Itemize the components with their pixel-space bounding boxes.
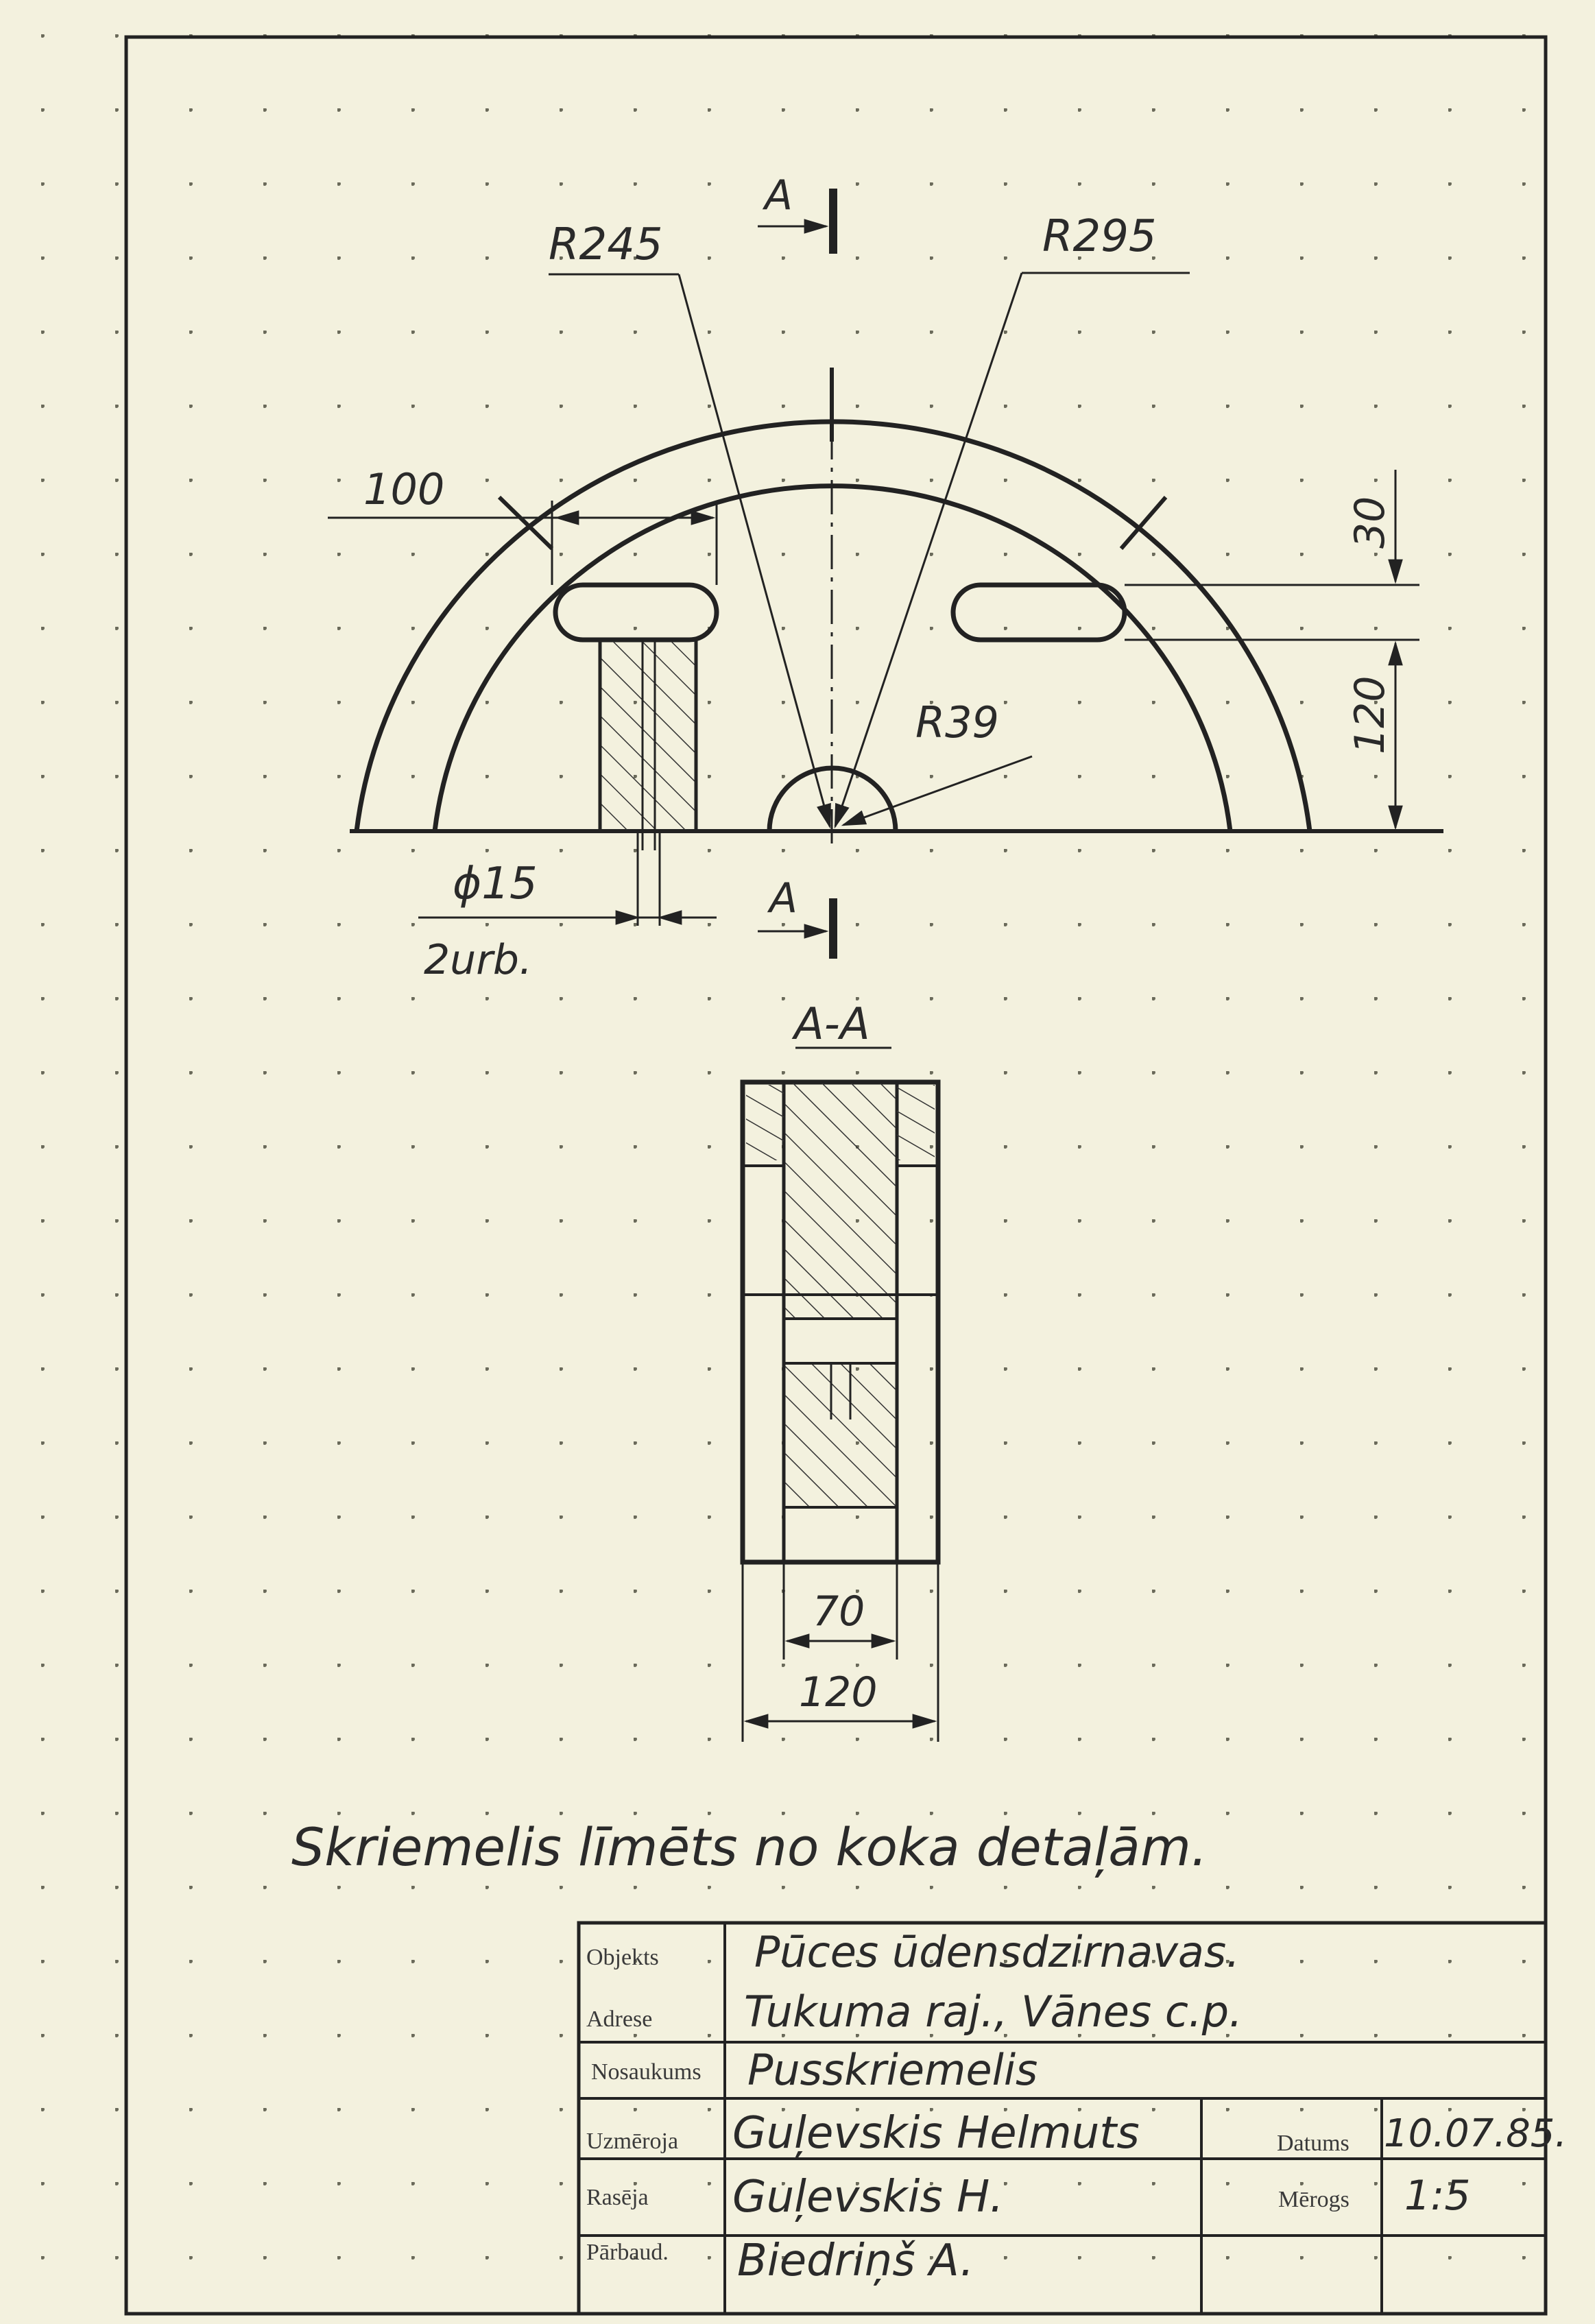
rim-hatch-left bbox=[746, 1085, 784, 1160]
tb-label-nosaukums: Nosaukums bbox=[591, 2059, 701, 2085]
label-r39: R39 bbox=[915, 697, 999, 747]
label-70: 70 bbox=[813, 1588, 865, 1636]
label-section-mark-bottom: A bbox=[769, 874, 798, 922]
tb-value-adrese: Tukuma raj., Vānes c.p. bbox=[744, 1987, 1243, 2037]
rim-hatch-right bbox=[897, 1085, 935, 1160]
tb-value-uzmeroja: Guļevskis Helmuts bbox=[732, 2108, 1140, 2159]
label-120-vertical: 120 bbox=[1346, 675, 1394, 754]
section-title: A-A bbox=[794, 999, 870, 1050]
tb-value-nosaukums: Pusskriemelis bbox=[747, 2045, 1038, 2095]
drawing-caption: Skriemelis līmēts no koka detaļām. bbox=[291, 1817, 1208, 1878]
label-120-section: 120 bbox=[799, 1668, 878, 1716]
tb-label-adrese: Adrese bbox=[586, 2006, 653, 2032]
section-lower-hatch bbox=[784, 1363, 897, 1507]
tb-value-raseja: Guļevskis H. bbox=[732, 2172, 1004, 2223]
label-section-mark-top: A bbox=[765, 171, 793, 219]
section-upper-hatch bbox=[784, 1082, 897, 1319]
tb-label-parbaud: Pārbaud. bbox=[586, 2240, 669, 2265]
tb-label-merogs: Mērogs bbox=[1278, 2187, 1350, 2212]
tb-value-parbaud: Biedriņš A. bbox=[737, 2236, 974, 2286]
tb-label-datums: Datums bbox=[1277, 2131, 1350, 2156]
label-30: 30 bbox=[1346, 496, 1394, 549]
tb-label-raseja: Rasēja bbox=[586, 2185, 649, 2210]
tb-label-uzmeroja: Uzmēroja bbox=[586, 2129, 679, 2154]
tb-label-objekts: Objekts bbox=[586, 1945, 659, 1970]
tb-value-merogs: 1:5 bbox=[1404, 2172, 1471, 2220]
label-r245: R245 bbox=[549, 219, 663, 270]
label-r295: R295 bbox=[1042, 211, 1157, 262]
label-holes: 2urb. bbox=[424, 936, 533, 984]
tb-value-datums: 10.07.85. bbox=[1384, 2111, 1568, 2156]
tb-value-objekts: Pūces ūdensdzirnavas. bbox=[754, 1927, 1240, 1977]
label-phi15: ϕ15 bbox=[453, 859, 538, 909]
label-100: 100 bbox=[363, 464, 445, 514]
spoke-section bbox=[600, 640, 696, 831]
